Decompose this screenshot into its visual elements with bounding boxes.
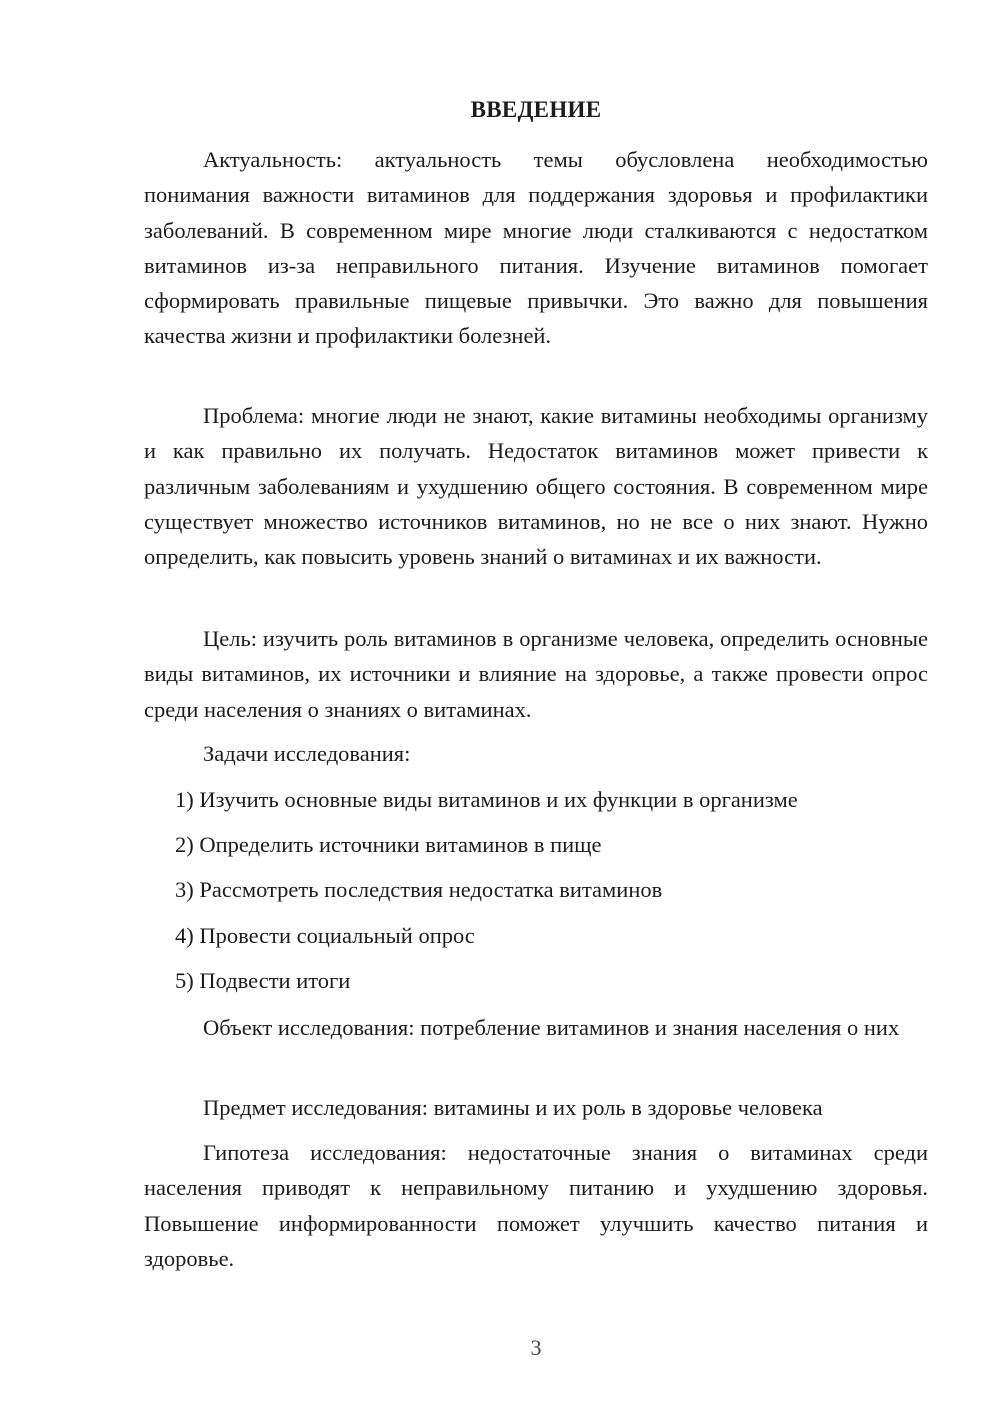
- task-item: 3) Рассмотреть последствия недостатка витаминов: [175, 877, 663, 902]
- hypothesis-paragraph: Гипотеза исследования: недостаточные знания о витаминах среди населения приводят к неправильному питанию и ухудшению здоровья. Повышение информированности поможет улучшить качество питания и здоровье.: [144, 1140, 928, 1271]
- relevance-paragraph: Актуальность: актуальность темы обусловлена необходимостью понимания важности витаминов для поддержания здоровья и профилактики заболеваний. В современном мире многие люди сталкиваются с недостатком витаминов из-за неправильного питания. Изучение витаминов помогает сформировать правильные пищевые привычки. Это важно для повышения качества жизни и профилактики болезней.: [144, 147, 928, 349]
- problem-paragraph: Проблема: многие люди не знают, какие витамины необходимы организму и как правильно их получать. Недостаток витаминов может привести к различным заболеваниям и ухудшению общего состояния. В современном мире существует множество источников витаминов, но не все о них знают. Нужно определить, как повысить уровень знаний о витаминах и их важности.: [144, 403, 928, 570]
- tasks-heading: Задачи исследования:: [203, 741, 411, 766]
- page-title: ВВЕДЕНИЕ: [470, 97, 602, 122]
- object-paragraph: Объект исследования: потребление витаминов и знания населения о них: [203, 1015, 900, 1040]
- page-number: 3: [530, 1335, 542, 1360]
- task-item: 4) Провести социальный опрос: [175, 923, 475, 948]
- goal-paragraph: Цель: изучить роль витаминов в организме человека, определить основные виды витаминов, их источники и влияние на здоровье, а также провести опрос среди населения о знаниях о витаминах.: [144, 626, 928, 722]
- task-item: 5) Подвести итоги: [175, 968, 351, 993]
- task-item: 1) Изучить основные виды витаминов и их функции в организме: [175, 787, 798, 812]
- task-item: 2) Определить источники витаминов в пище: [175, 832, 602, 857]
- subject-paragraph: Предмет исследования: витамины и их роль в здоровье человека: [203, 1095, 823, 1120]
